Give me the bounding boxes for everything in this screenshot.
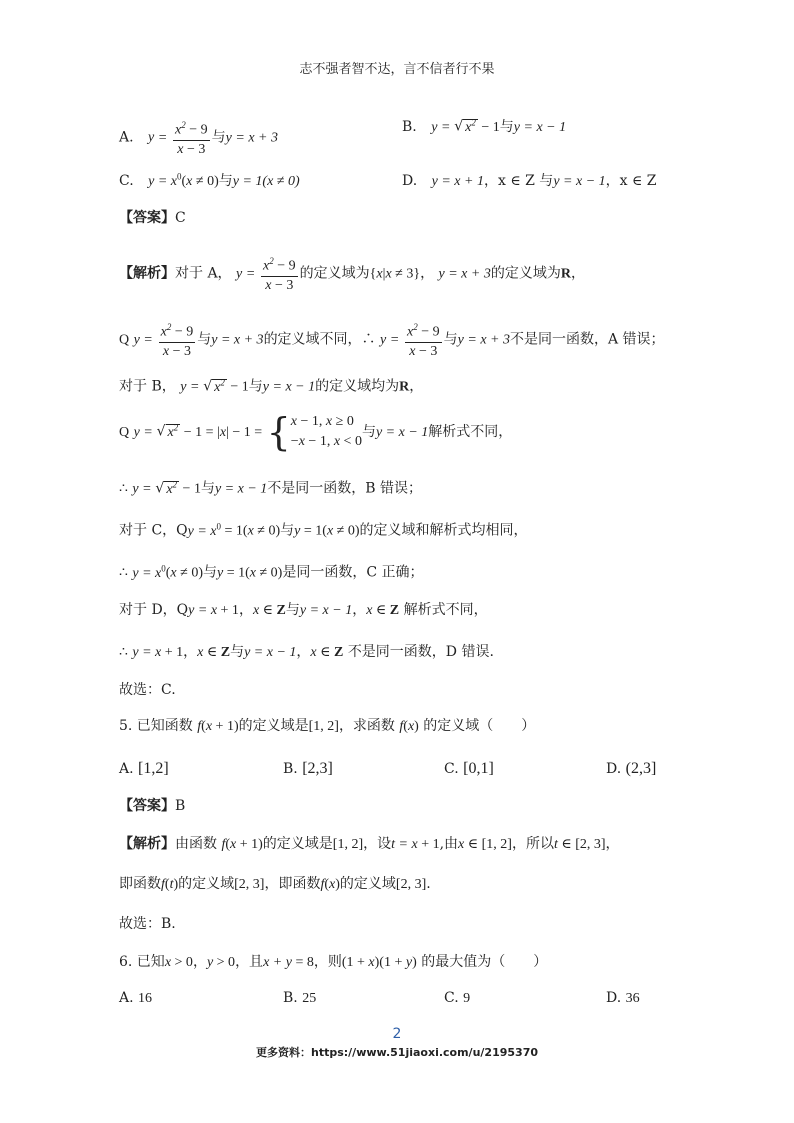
q5-option-b: B. [2,3] — [283, 760, 333, 777]
q5-option-a: A. [1,2] — [119, 760, 169, 777]
q4-option-a: A. y = $\frac{x^2 - 9}{x - 3}$ 与y = x + 3 — [119, 116, 278, 159]
q4-analysis-line-5: ∴ y = √ $x^2 - 1$与y = x − 1不是同一函数，B 错误； — [119, 479, 423, 497]
q5-option-c: C. [0,1] — [444, 760, 494, 777]
q6-option-d: D. 36 — [606, 990, 640, 1006]
footer-more-resources — [0, 1044, 794, 1060]
option-label: D. — [402, 173, 418, 189]
q6-stem: 6. 已知x > 0，y > 0，且x + y = 8，则(1 + x)(1 + y) 的最大值为（ ） — [119, 954, 548, 970]
q4-analysis-line-7: ∴ $y = x^0(x \ne 0)$与y = 1(x ≠ 0)是同一函数，C 正确； — [119, 563, 424, 581]
q4-analysis-line-9: ∴ y = x + 1，x ∈ Z与y = x − 1，x ∈ Z 不是同一函数，D 错误. — [119, 644, 494, 660]
q5-conclusion: 故选：B. — [119, 916, 176, 932]
option-label: B. — [402, 119, 417, 135]
q4-analysis-line-6: 对于 C，$Qy = x^0 = 1(x \ne 0)$与y = 1(x ≠ 0)的定义域和解析式均相同， — [119, 521, 528, 539]
footer-url-link[interactable]: https://www.51jiaoxi.com/u/2195370 — [310, 1046, 539, 1059]
option-label: A. — [119, 129, 134, 146]
page-number: 2 — [392, 1026, 402, 1042]
q4-option-d: D. y = x + 1，x ∈ Z 与y = x − 1，x ∈ Z — [402, 173, 657, 189]
q5-option-d: D. (2,3] — [606, 760, 657, 777]
footer-label: 更多资料： — [255, 1046, 311, 1059]
q5-stem: 5. 已知函数 f(x + 1)的定义域是[1, 2]，求函数 f(x) 的定义域（ ） — [119, 718, 536, 734]
option-label: C. — [119, 173, 134, 189]
q5-answer: 【答案】B — [119, 798, 186, 814]
q4-answer: 【答案】C — [119, 210, 186, 226]
q4-analysis-line-2: Q y = $\frac{x^2 - 9}{x - 3}$ 与y = x + 3的定义域不同，∴ y = $\frac{x^2 - 9}{x - 3}$ 与y = x + 3不是同一函数，A 错误； — [119, 318, 665, 361]
q4-option-c: C. $y = x^0(x \ne 0)$与y = 1(x ≠ 0) — [119, 171, 300, 189]
q6-option-b: B. 25 — [283, 990, 317, 1006]
q6-option-c: C. 9 — [444, 990, 471, 1006]
q4-analysis-line-4: Q y = √ $x^2 - 1 = |x| - 1$ = { x − 1, x ≥ 0 −x − 1, x < 0 与y = x − 1解析式不同， — [119, 410, 513, 454]
q4-analysis-line-1: 【解析】对于 A， y = $\frac{x^2 - 9}{x - 3}$ 的定义域为{x|x ≠ 3}， y = x + 3的定义域为R， — [119, 252, 585, 295]
q4-analysis-line-8: 对于 D，Qy = x + 1，x ∈ Z与y = x − 1，x ∈ Z 解析式不同， — [119, 602, 488, 618]
page-header-motto: 志不强者智不达，言不信者行不果 — [299, 62, 495, 77]
q5-analysis-line-1: 【解析】由函数 f(x + 1)的定义域是[1, 2]，设t = x + 1,由x ∈ [1, 2]，所以t ∈ [2, 3]， — [119, 836, 620, 852]
q4-conclusion: 故选：C. — [119, 682, 176, 698]
q5-analysis-line-2: 即函数f(t)的定义域[2, 3]，即函数f(x)的定义域[2, 3]. — [119, 876, 431, 892]
q4-analysis-line-3: 对于 B， y = √ $x^2 - 1$与y = x − 1的定义域均为R， — [119, 377, 424, 395]
q6-option-a: A. 16 — [119, 990, 153, 1006]
q4-option-b: B. y = √ $x^2 - 1$与y = x − 1 — [402, 117, 567, 135]
